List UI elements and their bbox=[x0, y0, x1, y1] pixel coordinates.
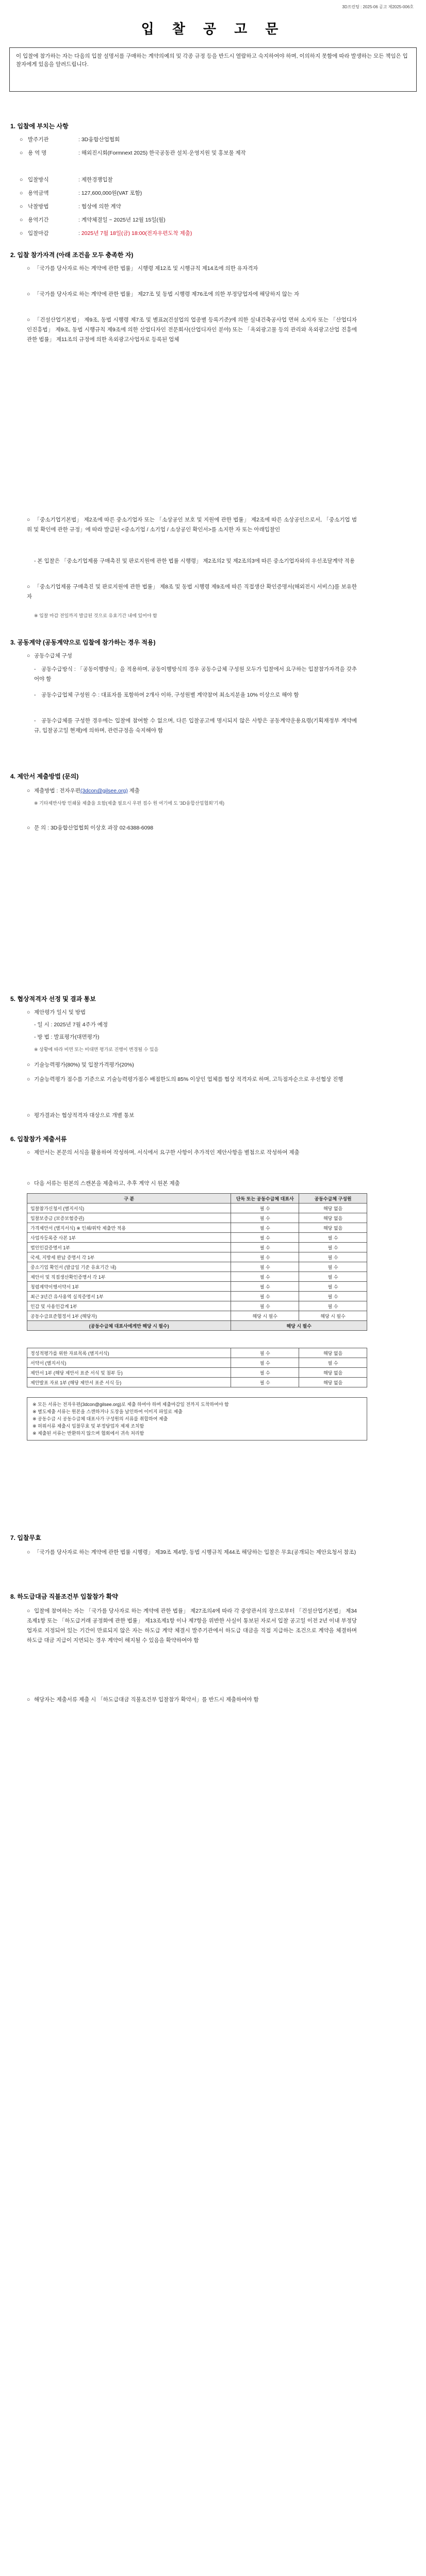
s2-paragraph-4-sub: - 본 입찰은 「중소기업제품 구매촉진 및 판로지원에 관한 법률 시행령」 제2조의2 및 제2조의3에 따른 중소기업자와의 우선조달계약 적용 bbox=[34, 558, 355, 564]
table-row bbox=[27, 1348, 367, 1358]
s1-item-agency: ○ 발주기관 : 3D융합산업협회 bbox=[20, 137, 120, 143]
table-cell: 필 수 bbox=[231, 1243, 299, 1252]
table-row bbox=[27, 1378, 367, 1387]
table-cell: 필 수 bbox=[231, 1292, 299, 1301]
s5-eval-method: - 방 법 : 발표평가(대면평가) bbox=[34, 1034, 100, 1040]
table-cell: 해당 없음 bbox=[299, 1348, 367, 1358]
s5-paragraph-3: ○ 기술능력평가 점수를 기준으로 기술능력평가점수 배점한도의 85% 이상인 업체를 협상 적격자로 하며, 고득점자순으로 우선협상 진행 bbox=[27, 1076, 343, 1082]
table-row bbox=[27, 1204, 367, 1213]
section-1-heading: 1. 입찰에 부치는 사항 bbox=[10, 123, 69, 130]
table-cell: 서약서 (별지서식) bbox=[27, 1358, 231, 1368]
s1-item-bid-type: ○ 입찰방식 : 제한경쟁입찰 bbox=[20, 177, 113, 183]
table-cell: 필 수 bbox=[299, 1252, 367, 1262]
section-6-heading: 6. 입찰참가 제출서류 bbox=[10, 1136, 67, 1143]
table-row bbox=[27, 1223, 367, 1233]
table-row bbox=[27, 1311, 367, 1321]
s6-paragraph-1: ○ 제안서는 본문의 서식을 활용하여 작성하며, 서식에서 요구한 사항이 추가적인 제안사항을 별첨으로 작성하여 제출 bbox=[27, 1149, 300, 1156]
section-3-heading: 3. 공동계약 (공동계약으로 입찰에 참가하는 경우 적용) bbox=[10, 639, 156, 646]
note-line: ※ 허위서류 제출시 입찰무효 및 부정당업자 제재 조치함 bbox=[32, 1423, 144, 1429]
table-cell: 제안서 및 직접생산확인증명서 각 1부 bbox=[27, 1272, 231, 1282]
note-line: ※ 공동수급 시 공동수급체 대표사가 구성원의 서류를 취합하여 제출 bbox=[32, 1416, 168, 1421]
s1-item-amount: ○ 용역금액 : 127,600,000원(VAT 포함) bbox=[20, 190, 142, 196]
table-cell: 필 수 bbox=[299, 1358, 367, 1368]
table-cell: 해당 시 필수 bbox=[299, 1311, 367, 1321]
s8-paragraph-1: ○ 입찰에 참여하는 자는 「국가를 당사자로 하는 계약에 관한 법률」 제27조의4에 따라 각 중앙관서의 장으로부터 「건설산업기본법」 제34조제1항 또는 「하도급거래 공정화에 관한 법률」 제13조제1항 이나 제7항을 위반한 사실이 통보된 자로서 입찰 공고일 이전 2년 이내 부정당업자로 지정되어 있는 기간이 만료되지 않은 자는 하도급 계약 체결시 발주기관에서 하도급 대금을 직접 지급하는 조건으로 계약을 체결하며 하도급 대금 지급이 지연되는 경우 계약이 해지될 수 있음을 확약하여야 함 bbox=[27, 1608, 357, 1643]
table-cell: 제안발표 자료 1부 (해당 제안서 표준 서식 등) bbox=[27, 1378, 231, 1387]
s1-item-period: ○ 용역기간 : 계약체결일 ~ 2025년 12월 15일(월) bbox=[20, 217, 166, 223]
note-line: ※ 별도제출 서류는 원본을 스캔하거나 도장을 날인하여 이미지 파일로 제출 bbox=[32, 1409, 183, 1414]
table-cell: 필 수 bbox=[299, 1272, 367, 1282]
table-cell: 필 수 bbox=[231, 1368, 299, 1378]
table-cell: 국세, 지방세 완납 증명서 각 1부 bbox=[27, 1252, 231, 1262]
s1-item-award-method: ○ 낙찰방법 : 협상에 의한 계약 bbox=[20, 204, 121, 210]
table-cell: 중소기업 확인서 (발급일 기준 유효기간 내) bbox=[27, 1262, 231, 1272]
proposal-documents-table bbox=[27, 1348, 367, 1387]
table-cell: 해당 없음 bbox=[299, 1223, 367, 1233]
table-row bbox=[27, 1282, 367, 1292]
table-header-cell: 단독 또는 공동수급체 대표사 bbox=[231, 1194, 299, 1204]
table-cell: 인감 및 사용인감계 1부 bbox=[27, 1301, 231, 1311]
deadline-value: 2025년 7월 18일(금) 18:00(전자우편도착 제출) bbox=[81, 230, 192, 236]
s8-paragraph-2: ○ 해당자는 제출서류 제출 시 「하도급대금 직불조건부 입찰참가 확약서」를 반드시 제출하여야 함 bbox=[27, 1697, 259, 1703]
section-2-heading: 2. 입찰 참가자격 (아래 조건을 모두 충족한 자) bbox=[10, 251, 134, 259]
s2-paragraph-5: ○ 「중소기업제품 구매촉진 및 판로지원에 관한 법률」 제8조 및 동법 시행령 제9조에 따른 직접생산 확인증명서(해외전시 서비스)를 보유한 자 bbox=[27, 584, 357, 600]
table-row bbox=[27, 1272, 367, 1282]
table-cell: 해당 없음 bbox=[299, 1378, 367, 1387]
table-cell: 필 수 bbox=[231, 1358, 299, 1368]
table-cell: 해당 없음 bbox=[299, 1213, 367, 1223]
table-cell: 사업자등록증 사본 1부 bbox=[27, 1233, 231, 1243]
s3-paragraph-1: ○ 공동수급체 구성 bbox=[27, 653, 72, 659]
table-cell: 해당 시 필수 bbox=[231, 1311, 299, 1321]
table-cell: 필 수 bbox=[299, 1301, 367, 1311]
s5-paragraph-2: ○ 기술능력평가(80%) 및 입찰가격평가(20%) bbox=[27, 1062, 134, 1068]
s2-paragraph-5-note: ※ 입찰 마감 전일까지 발급된 것으로 유효기간 내에 있어야 함 bbox=[34, 613, 157, 618]
s4-submission-note: ※ 기타제반사항 인쇄물 제출을 요함(제출 필요시 우편 접수 원 여기에 도 '3D융합산업협회'기재) bbox=[34, 801, 224, 806]
s3-paragraph-3: - 공동수급업체 구성원 수 : 대표자를 포함하여 2개사 이하, 구성원별 계약참여 최소지분율 10% 이상으로 해야 함 bbox=[34, 692, 299, 698]
table-header-row bbox=[27, 1194, 367, 1204]
table-cell: 해당 없음 bbox=[299, 1204, 367, 1213]
s5-paragraph-1: ○ 제안평가 일시 및 방법 bbox=[27, 1009, 86, 1015]
table-cell: 필 수 bbox=[299, 1243, 367, 1252]
contact-email-link[interactable]: (3dcon@gilsee.org) bbox=[80, 788, 128, 794]
table-row bbox=[27, 1301, 367, 1311]
document-reference: 3D프린팅 : 2025-06 공고 제2025-006호 bbox=[342, 5, 414, 9]
table-cell: 법인인감증명서 1부 bbox=[27, 1243, 231, 1252]
table-cell: 제안서 1부 (해당 제안서 표준 서식 및 첨부 등) bbox=[27, 1368, 231, 1378]
table-cell: (공동수급체 대표사에게만 해당 시 필수) bbox=[27, 1321, 231, 1331]
table-header-cell: 공동수급체 구성원 bbox=[299, 1194, 367, 1204]
table-row bbox=[27, 1252, 367, 1262]
table-cell: 필 수 bbox=[231, 1204, 299, 1213]
s2-paragraph-1: ○ 「국가를 당사자로 하는 계약에 관한 법률」 시행령 제12조 및 시행규칙 제14조에 의한 유자격자 bbox=[27, 265, 258, 272]
s7-paragraph-1: ○ 「국가를 당사자로 하는 계약에 관한 법률 시행령」 제39조 제4항, 동법 시행규칙 제44조 해당하는 입찰은 무효(공개되는 제안요청서 참조) bbox=[27, 1549, 356, 1555]
table-cell: 청렴계약이행서약서 1부 bbox=[27, 1282, 231, 1292]
s3-paragraph-4: - 공동수급체를 구성한 경우에는 입찰에 참여할 수 없으며, 다른 입찰공고에 명시되지 않은 사항은 공동계약운용요령(기획재정부 계약예규, 입찰공고일 현재)에 의하며, 관련규정을 숙지해야 함 bbox=[34, 718, 357, 734]
table-row bbox=[27, 1292, 367, 1301]
table-cell: 가격제안서 (별지서식) ※ 인쇄/위탁 제출만 적용 bbox=[27, 1223, 231, 1233]
note-line: ※ 제출된 서류는 반환하지 않으며 협회에서 귀속 처리함 bbox=[32, 1431, 144, 1436]
table-cell: 필 수 bbox=[231, 1252, 299, 1262]
section-7-heading: 7. 입찰무효 bbox=[10, 1534, 41, 1541]
submission-notes-box bbox=[27, 1397, 367, 1440]
table-row bbox=[27, 1213, 367, 1223]
table-cell: 정성적평가를 위한 자료목록 (별지서식) bbox=[27, 1348, 231, 1358]
required-documents-table bbox=[27, 1193, 367, 1331]
s4-contact: ○ 문 의 : 3D융합산업협회 이상호 과장 02-6388-6098 bbox=[27, 825, 154, 831]
table-cell: 필 수 bbox=[231, 1301, 299, 1311]
s5-eval-date: - 일 시 : 2025년 7월 4주가 예정 bbox=[34, 1022, 108, 1028]
table-cell: 공동수급표준협정서 1부 (해당자) bbox=[27, 1311, 231, 1321]
table-cell: 필 수 bbox=[231, 1272, 299, 1282]
table-cell: 입찰참가신청서 (별지서식) bbox=[27, 1204, 231, 1213]
table-cell: 해당 없음 bbox=[299, 1368, 367, 1378]
s5-eval-note: ※ 상황에 따라 비면 또는 비대면 평가로 진행이 변경될 수 있음 bbox=[34, 1047, 159, 1052]
table-cell: 필 수 bbox=[231, 1348, 299, 1358]
section-8-heading: 8. 하도급대금 직불조건부 입찰참가 확약 bbox=[10, 1593, 118, 1600]
s3-paragraph-2: - 공동수급방식 : 「공동이행방식」을 적용하며, 공동이행방식의 경우 공동수급체 구성원 모두가 입찰에서 요구하는 입찰참가자격을 갖추어야 함 bbox=[34, 666, 357, 682]
table-cell: 필 수 bbox=[231, 1282, 299, 1292]
table-cell: 필 수 bbox=[299, 1233, 367, 1243]
s2-paragraph-3: ○ 「건설산업기본법」 제9조, 동법 시행령 제7조 및 별표2(건설업의 업종별 등록기준)에 의한 실내건축공사업 면허 소지자 또는 「산업디자인진흥법」 제9조, 동법 시행규칙 제9조에 의한 산업디자인 전문회사(산업디자인 분야) 또는 「옥외광고물 등의 관리와 옥외광고산업 진흥에 관한 법률」 제11조의 규정에 의한 옥외광고사업자로 등록된 업체 bbox=[27, 317, 357, 343]
s2-paragraph-2: ○ 「국가를 당사자로 하는 계약에 관한 법률」 제27조 및 동법 시행령 제76조에 의한 부정당업자에 해당하지 않는 자 bbox=[27, 291, 300, 297]
table-cell: 필 수 bbox=[299, 1282, 367, 1292]
section-4-heading: 4. 제안서 제출방법 (문의) bbox=[10, 773, 79, 780]
table-row-shaded bbox=[27, 1321, 367, 1331]
s4-submission-method: ○ 제출방법 : 전자우편(3dcon@gilsee.org) 제출 bbox=[27, 788, 140, 794]
table-header-cell: 구 분 bbox=[27, 1194, 231, 1204]
table-cell: 필 수 bbox=[231, 1262, 299, 1272]
table-cell: 입찰보증금 (보증보험증권) bbox=[27, 1213, 231, 1223]
s5-paragraph-4: ○ 평가결과는 협상적격자 대상으로 개별 통보 bbox=[27, 1112, 135, 1118]
intro-notice: 이 입찰에 참가하는 자는 다음의 입찰 설명서를 구매하는 계약의예의 및 각종 규정 등을 반드시 열람하고 숙지하여야 하며, 이의하지 못함에 따라 발생하는 모든 책임은 입찰자에게 있음을 알려드립니다. bbox=[9, 47, 417, 92]
table-cell: 필 수 bbox=[231, 1213, 299, 1223]
table-row bbox=[27, 1243, 367, 1252]
table-cell: 필 수 bbox=[231, 1378, 299, 1387]
table-cell: 필 수 bbox=[231, 1233, 299, 1243]
table-cell: 최근 3년간 유사용역 실적증명서 1부 bbox=[27, 1292, 231, 1301]
table-cell: 해당 시 필수 bbox=[231, 1321, 367, 1331]
table-row bbox=[27, 1233, 367, 1243]
s1-item-deadline: ○ 입찰마감 : 2025년 7월 18일(금) 18:00(전자우편도착 제출) bbox=[20, 230, 192, 236]
s6-paragraph-2: ○ 다음 서류는 원본의 스캔본을 제출하고, 추후 계약 시 원본 제출 bbox=[27, 1180, 180, 1187]
table-row bbox=[27, 1368, 367, 1378]
s1-item-service: ○ 용 역 명 : 해외진시회(Formnext 2025) 한국공동관 설치·운영지원 및 홍보물 제작 bbox=[20, 150, 246, 156]
table-cell: 필 수 bbox=[299, 1262, 367, 1272]
table-row bbox=[27, 1358, 367, 1368]
page-title: 입 찰 공 고 문 bbox=[141, 22, 285, 37]
table-row bbox=[27, 1262, 367, 1272]
table-cell: 필 수 bbox=[231, 1223, 299, 1233]
table-cell: 필 수 bbox=[299, 1292, 367, 1301]
note-line: ※ 모든 서류는 전자우편(3dcon@gilsee.org)로 제출 하여야 하며 제출마감일 전까지 도착하여야 함 bbox=[32, 1402, 229, 1407]
section-5-heading: 5. 협상적격자 선정 및 결과 통보 bbox=[10, 995, 96, 1003]
s2-paragraph-4: ○ 「중소기업기본법」 제2조에 따른 중소기업자 또는 「소상공인 보호 및 지원에 관한 법률」 제2조에 따른 소상공인으로서, 「중소기업 범위 및 확인에 관한 규정」에 따라 발급된 <중소기업 / 소기업 / 소상공인 확인서>를 소지한 자 또는 아래입찰인 bbox=[27, 517, 357, 533]
